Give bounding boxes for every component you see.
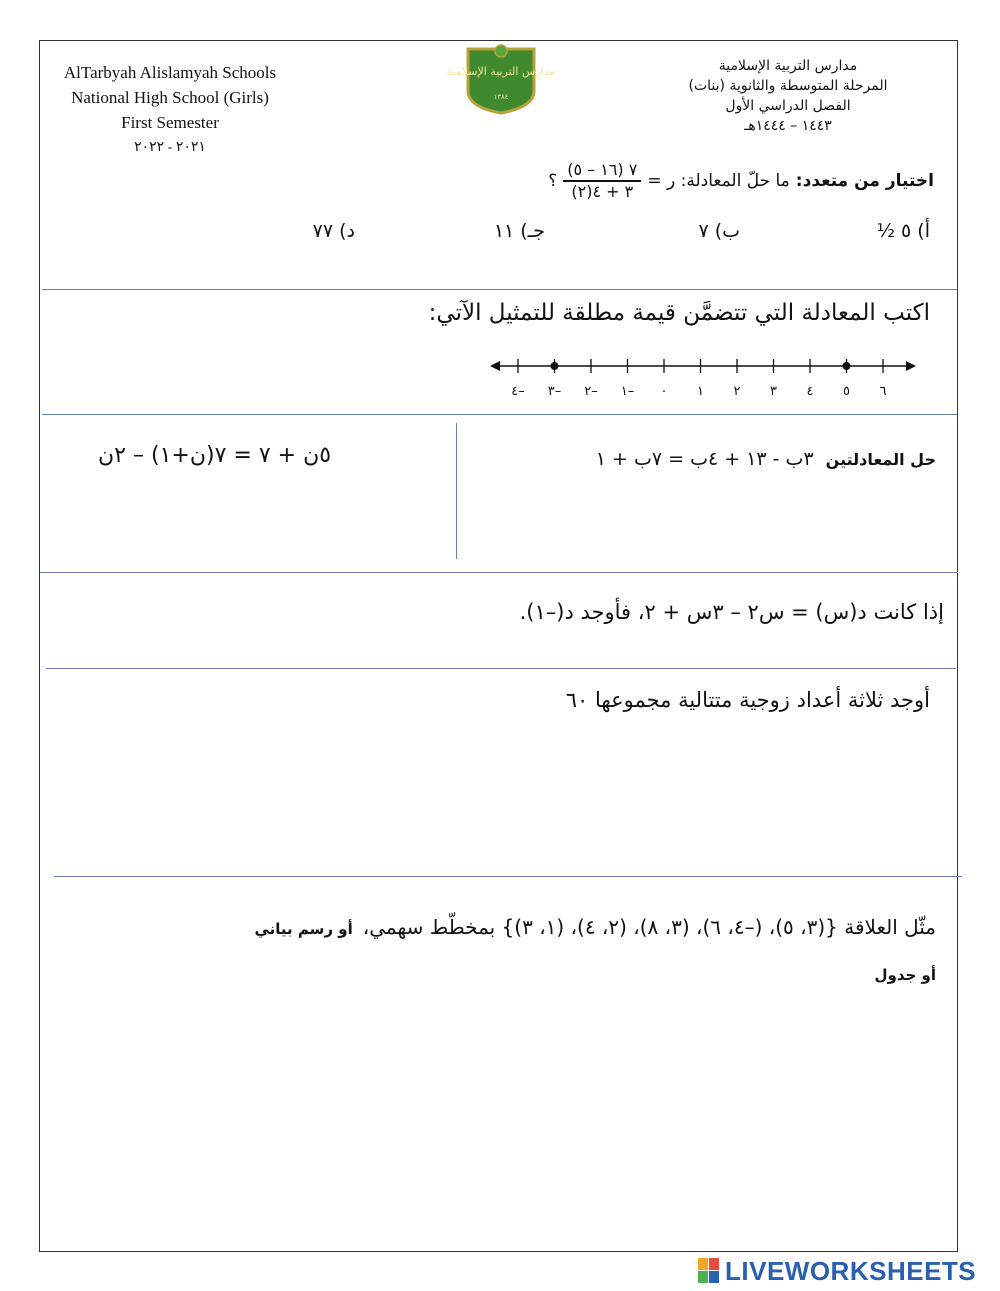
school-logo	[446, 41, 556, 115]
header-arabic	[638, 56, 938, 136]
q3-label: حل المعادلتين	[825, 449, 936, 469]
school-name-ar: مدارس التربية الإسلامية	[718, 58, 858, 74]
number-line-tick-label: ٤	[806, 384, 814, 399]
q1-option-c[interactable]: جـ) ١١	[493, 220, 545, 242]
logo-text: مدارس التربية الإسلامية	[446, 65, 556, 78]
number-line-tick-label: ٢	[733, 384, 741, 399]
number-line-tick-label: ٢–	[584, 384, 598, 399]
number-line-tick-label: ٦	[879, 384, 887, 399]
q1-option-a[interactable]: أ) ٥ ½	[876, 220, 930, 242]
logo-year: ١٣٨٤	[493, 93, 509, 101]
q1-numerator: ٧ (١٦ – ٥)	[563, 160, 641, 182]
school-name-en: AlTarbyah Alislamyah Schools	[63, 63, 277, 82]
q3-equation-1: ٣ب - ١٣ + ٤ب = ٧ب + ١	[595, 448, 814, 470]
q1-fraction	[563, 160, 641, 202]
number-line-tick-label: ١–	[620, 384, 635, 399]
divider-1	[42, 289, 957, 290]
number-line-tick-label: ٠	[660, 384, 668, 399]
q6-line-2: أو جدول	[874, 966, 936, 984]
q1-question-mark: ؟	[548, 171, 558, 191]
q1-option-d[interactable]: د) ٧٧	[312, 220, 355, 242]
number-line	[488, 350, 918, 400]
question-6	[254, 915, 936, 939]
q3-vertical-divider	[456, 423, 457, 559]
divider-5	[54, 876, 962, 877]
question-3-first	[596, 448, 936, 470]
q6-prompt: مثّل العلاقة {(٣، ٥)، (–٤، ٦)، (٣، ٨)، (٢، ٤)، (١، ٣)} بمخطّط سهمي،	[362, 915, 936, 939]
school-section-ar: المرحلة المتوسطة والثانوية (بنات)	[688, 78, 888, 94]
semester-en: First Semester	[121, 113, 219, 132]
brand-text: LIVEWORKSHEETS	[725, 1255, 977, 1286]
number-line-point	[551, 362, 559, 370]
divider-2	[42, 414, 957, 415]
year-en: ٢٠٢١ - ٢٠٢٢	[134, 140, 206, 155]
q6-suffix: أو رسم بياني	[254, 920, 353, 938]
q3-equation-2: ٥ن + ٧ = ٧(ن+١) – ٢ن	[98, 443, 332, 468]
q1-label: اختيار من متعدد:	[795, 171, 934, 191]
divider-4	[46, 668, 956, 669]
question-4: إذا كانت د(س) = س٢ – ٣س + ٢، فأوجد د(–١).	[519, 600, 944, 624]
question-5: أوجد ثلاثة أعداد زوجية متتالية مجموعها ٦٠	[565, 688, 930, 712]
number-line-right-arrow	[906, 361, 916, 371]
number-line-tick-label: ١	[697, 384, 704, 399]
number-line-tick-label: ٤–	[511, 384, 525, 399]
number-line-left-arrow	[490, 361, 500, 371]
question-1	[548, 160, 934, 202]
school-section-en: National High School (Girls)	[71, 88, 269, 107]
q1-prompt: ما حلّ المعادلة: ر =	[647, 171, 790, 191]
number-line-tick-label: ٣–	[547, 384, 562, 399]
semester-ar: الفصل الدراسي الأول	[725, 98, 851, 114]
question-2: اكتب المعادلة التي تتضمَّن قيمة مطلقة للتمثيل الآتي:	[428, 300, 930, 326]
number-line-tick-label: ٣	[770, 384, 777, 399]
q1-option-b[interactable]: ب) ٧	[698, 220, 740, 242]
liveworksheets-brand[interactable]	[698, 1256, 976, 1286]
liveworksheets-logo-icon	[698, 1258, 720, 1284]
header-english	[40, 60, 300, 160]
number-line-point	[843, 362, 851, 370]
number-line-tick-label: ٥	[843, 384, 850, 399]
divider-3	[40, 572, 958, 573]
year-ar: ١٤٤٣ – ١٤٤٤هـ	[744, 118, 832, 134]
q1-denominator: ٣ + ٤(٢)	[571, 182, 634, 201]
